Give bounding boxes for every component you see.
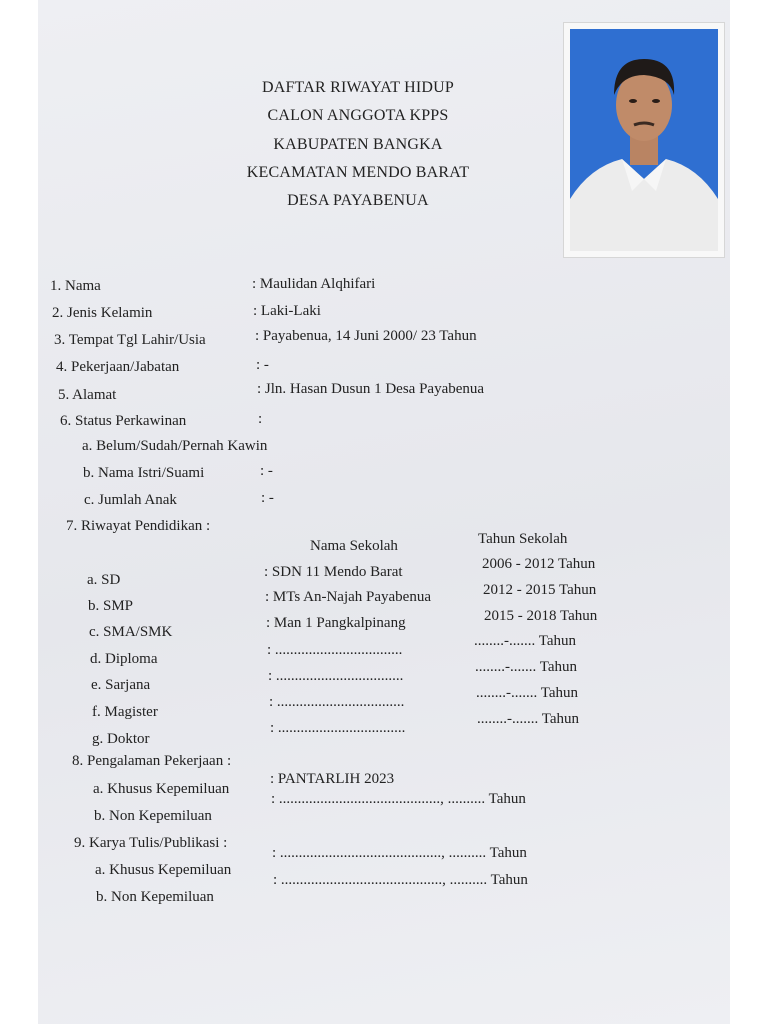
education-year: ........-....... Tahun xyxy=(475,659,577,675)
education-column-year: Tahun Sekolah xyxy=(478,531,568,547)
field-label-nama: 1. Nama xyxy=(50,278,101,294)
status-item-label-jumlah-anak: c. Jumlah Anak xyxy=(84,492,177,508)
status-item-kawin: a. Belum/Sudah/Pernah Kawin xyxy=(82,438,268,454)
education-level: b. SMP xyxy=(88,598,134,614)
education-level: c. SMA/SMK xyxy=(89,624,173,640)
field-value-nama: : Maulidan Alqhifari xyxy=(252,276,376,292)
education-level: a. SD xyxy=(87,572,121,588)
field-value-pekerjaan: : - xyxy=(256,357,269,373)
field-value-alamat: : Jln. Hasan Dusun 1 Desa Payabenua xyxy=(257,381,485,397)
document-page xyxy=(38,0,730,1024)
work-label-khusus: a. Khusus Kepemiluan xyxy=(93,781,230,797)
status-item-value-jumlah-anak: : - xyxy=(261,490,274,506)
section-label-pengalaman: 8. Pengalaman Pekerjaan : xyxy=(72,753,232,769)
field-label-jenis-kelamin: 2. Jenis Kelamin xyxy=(52,305,153,321)
portrait-photo-icon xyxy=(570,29,718,251)
field-value-status: : xyxy=(258,411,263,427)
education-year: 2012 - 2015 Tahun xyxy=(483,582,597,598)
field-label-ttl: 3. Tempat Tgl Lahir/Usia xyxy=(54,332,206,348)
education-school: : .................................. xyxy=(269,694,405,710)
education-year: ........-....... Tahun xyxy=(476,685,578,701)
document-subtitle-kpps: CALON ANGGOTA KPPS xyxy=(267,107,449,124)
education-school: : Man 1 Pangkalpinang xyxy=(266,615,406,631)
education-level: f. Magister xyxy=(92,704,158,720)
education-year: 2006 - 2012 Tahun xyxy=(482,556,596,572)
work-value-non: : ..........................................., .......... Tahun xyxy=(271,791,526,807)
education-level: d. Diploma xyxy=(90,651,158,667)
writing-value-khusus: : ..........................................., .......... Tahun xyxy=(272,845,527,861)
education-school: : .................................. xyxy=(267,642,403,658)
education-level: e. Sarjana xyxy=(91,677,151,693)
section-label-pendidikan: 7. Riwayat Pendidikan : xyxy=(66,518,211,534)
education-school: : SDN 11 Mendo Barat xyxy=(264,564,403,580)
field-label-status: 6. Status Perkawinan xyxy=(60,413,187,429)
page-background-edge xyxy=(730,0,768,1024)
work-value-khusus: : PANTARLIH 2023 xyxy=(270,771,395,787)
work-label-non: b. Non Kepemiluan xyxy=(94,808,212,824)
education-level: g. Doktor xyxy=(92,731,150,747)
education-school: : .................................. xyxy=(270,720,406,736)
writing-label-non: b. Non Kepemiluan xyxy=(96,889,214,905)
document-subtitle-kecamatan: KECAMATAN MENDO BARAT xyxy=(246,164,470,181)
education-school: : .................................. xyxy=(268,668,404,684)
field-label-alamat: 5. Alamat xyxy=(58,387,117,403)
document-subtitle-desa: DESA PAYABENUA xyxy=(287,192,429,209)
writing-label-khusus: a. Khusus Kepemiluan xyxy=(95,862,232,878)
portrait-photo xyxy=(563,22,725,258)
field-value-jenis-kelamin: : Laki-Laki xyxy=(253,303,321,319)
status-item-label-istri-suami: b. Nama Istri/Suami xyxy=(83,465,205,481)
field-value-ttl: : Payabenua, 14 Juni 2000/ 23 Tahun xyxy=(255,328,477,344)
education-column-school: Nama Sekolah xyxy=(310,538,398,554)
writing-value-non: : ..........................................., .......... Tahun xyxy=(273,872,528,888)
status-item-value-istri-suami: : - xyxy=(260,463,273,479)
document-title: DAFTAR RIWAYAT HIDUP xyxy=(261,79,455,96)
document-subtitle-kabupaten: KABUPATEN BANGKA xyxy=(273,136,443,153)
education-year: 2015 - 2018 Tahun xyxy=(484,608,598,624)
field-label-pekerjaan: 4. Pekerjaan/Jabatan xyxy=(56,359,180,375)
section-label-karya-tulis: 9. Karya Tulis/Publikasi : xyxy=(74,835,228,851)
education-school: : MTs An-Najah Payabenua xyxy=(265,589,431,605)
education-year: ........-....... Tahun xyxy=(474,633,576,649)
education-year: ........-....... Tahun xyxy=(477,711,579,727)
